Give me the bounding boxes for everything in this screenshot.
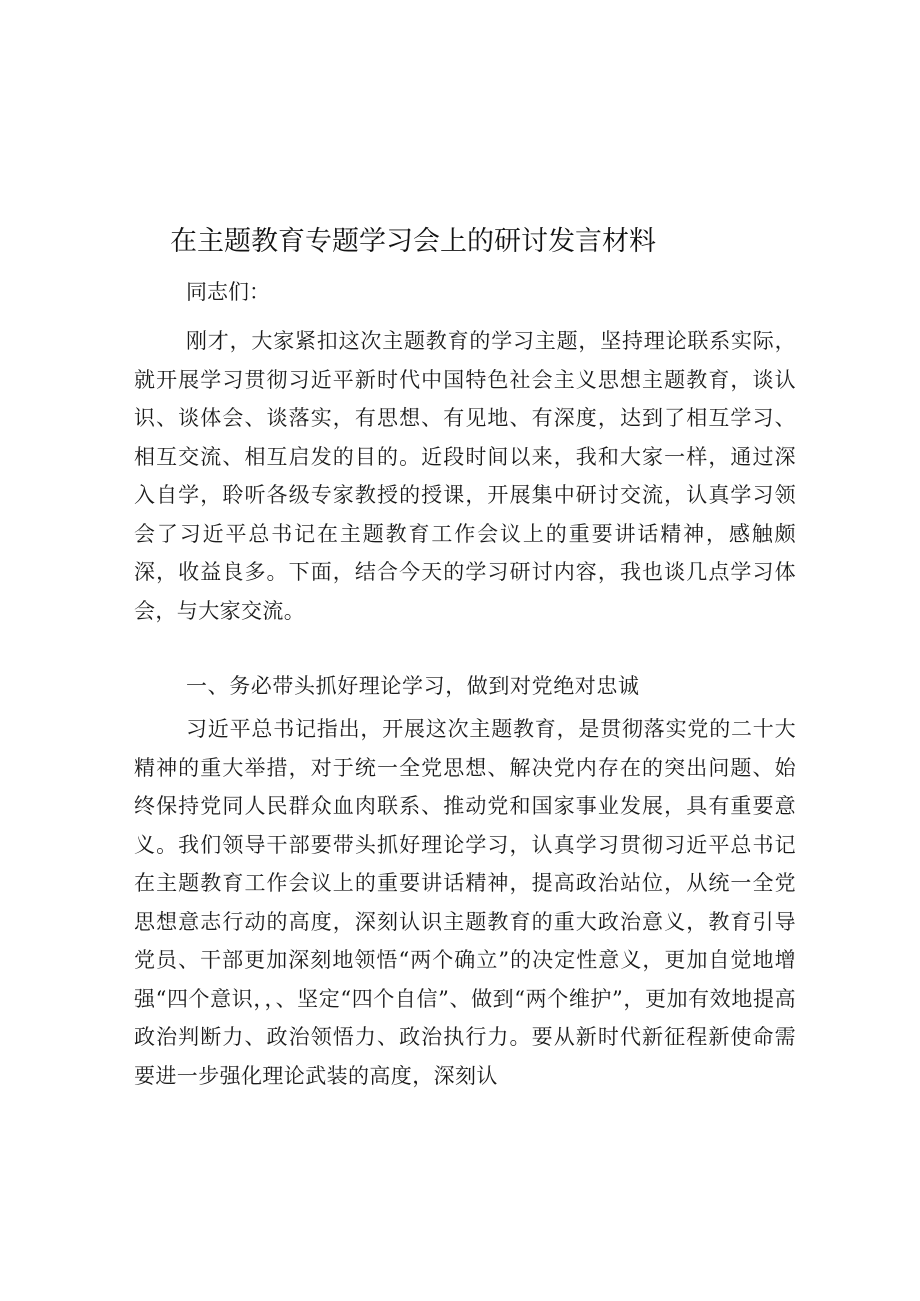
salutation: 同志们： xyxy=(186,280,270,304)
section-heading: 一、务必带头抓好理论学习，做到对党绝对忠诚 xyxy=(186,674,640,698)
body-paragraph: 刚才，大家紧扣这次主题教育的学习主题，坚持理论联系实际，就开展学习贯彻习近平新时代中国特色社会主义思想主题教育，谈认识、谈体会、谈落实，有思想、有见地、有深度，达到了相互学习、相互交流、相互启发的目的。近段时间以来，我和大家一样，通过深入自学，聆听各级专家教授的授课，开展集中研讨交流，认真学习领会了习近平总书记在主题教育工作会议上的重要讲话精神，感触颇深，收益良多。下面，结合今天的学习研讨内容，我也谈几点学习体会，与大家交流。 xyxy=(134,329,796,623)
document-title: 在主题教育专题学习会上的研讨发言材料 xyxy=(170,226,656,257)
body-paragraph: 习近平总书记指出，开展这次主题教育，是贯彻落实党的二十大精神的重大举措，对于统一全党思想、解决党内存在的突出问题、始终保持党同人民群众血肉联系、推动党和国家事业发展，具有重要意义。我们领导干部要带头抓好理论学习，认真学习贯彻习近平总书记在主题教育工作会议上的重要讲话精神，提高政治站位，从统一全党思想意志行动的高度，深刻认识主题教育的重大政治意义，教育引导党员、干部更加深刻地领悟“两个确立”的决定性意义，更加自觉地增强“四个意识，，、坚定“四个自信”、做到“两个维护”，更加有效地提高政治判断力、政治领悟力、政治执行力。要从新时代新征程新使命需要进一步强化理论武装的高度，深刻认 xyxy=(134,717,796,1088)
